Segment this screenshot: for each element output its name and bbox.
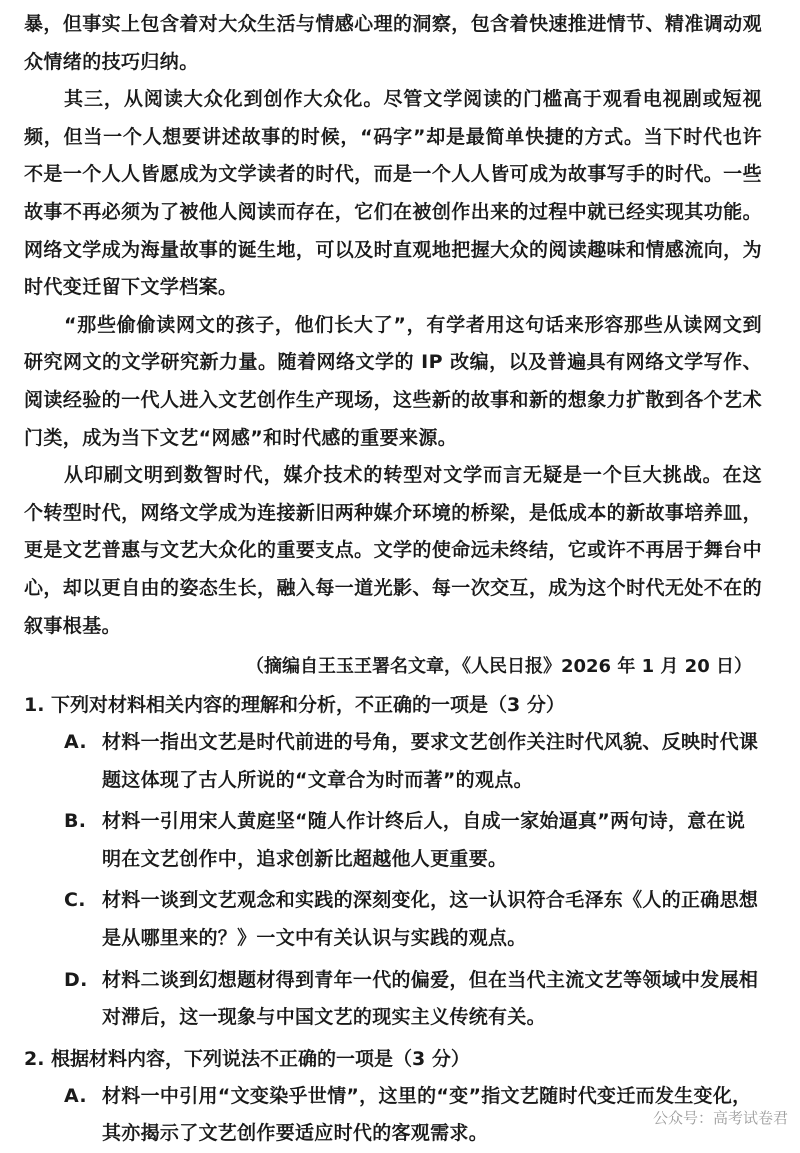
question-1-option-a bbox=[24, 724, 762, 799]
option-letter: D. bbox=[64, 968, 88, 991]
question-2-option-a bbox=[24, 1078, 762, 1153]
option-letter: C. bbox=[64, 889, 86, 912]
paragraph-2: 其三，从阅读大众化到创作大众化。尽管文学阅读的门槛高于观看电视剧或短视频，但当一个人想要讲述故事的时候，“码字”却是最简单快捷的方式。当下时代也许不是一个人人皆愿成为文学读者的时代，而是一个人人皆可成为故事写手的时代。一些故事不再必须为了被他人阅读而存在，它们在被创作出来的过程中就已经实现其功能。网络文学成为海量故事的诞生地，可以及时直观地把握大众的阅读趣味和情感流向，为时代变迁留下文学档案。 bbox=[24, 88, 762, 299]
question-1-option-c bbox=[24, 882, 762, 957]
source-citation: （摘编自王玉玊署名文章，《人民日报》2026 年 1 月 20 日） bbox=[245, 656, 752, 678]
option-letter: A. bbox=[64, 1084, 87, 1107]
question-1-option-d bbox=[24, 962, 762, 1037]
option-text: 材料二谈到幻想题材得到青年一代的偏爱，但在当代主流文艺等领域中发展相对滞后，这一现象与中国文艺的现实主义传统有关。 bbox=[102, 968, 759, 1029]
question-1-stem: 1. 下列对材料相关内容的理解和分析，不正确的一项是（3 分） bbox=[24, 694, 565, 717]
paragraph-3: “那些偷偷读网文的孩子，他们长大了”，有学者用这句话来形容那些从读网文到研究网文的文学研究新力量。随着网络文学的 IP 改编，以及普遍具有网络文学写作、阅读经验的一代人进入文艺创作生产现场，这些新的故事和新的想象力扩散到各个艺术门类，成为当下文艺“网感”和时代感的重要来源。 bbox=[24, 313, 762, 449]
option-text: 材料一谈到文艺观念和实践的深刻变化，这一认识符合毛泽东《人的正确思想是从哪里来的？》一文中有关认识与实践的观点。 bbox=[102, 889, 759, 950]
option-letter: A. bbox=[64, 731, 87, 754]
watermark-text: 公众号：高考试卷君 bbox=[652, 1109, 788, 1127]
paragraph-1: 暴，但事实上包含着对大众生活与情感心理的洞察，包含着快速推进情节、精准调动观众情绪的技巧归纳。 bbox=[24, 13, 762, 73]
paragraph-4: 从印刷文明到数智时代，媒介技术的转型对文学而言无疑是一个巨大挑战。在这个转型时代，网络文学成为连接新旧两种媒介环境的桥梁，是低成本的新故事培养皿，更是文艺普惠与文艺大众化的重要支点。文学的使命远未终结，它或许不再居于舞台中心，却以更自由的姿态生长，融入每一道光影、每一次交互，成为这个时代无处不在的叙事根基。 bbox=[24, 464, 762, 637]
option-letter: B. bbox=[64, 810, 87, 833]
option-text: 材料一中引用“文变染乎世情”，这里的“变”指文艺随时代变迁而发生变化，其亦揭示了文艺创作要适应时代的客观需求。 bbox=[102, 1084, 752, 1145]
option-text: 材料一指出文艺是时代前进的号角，要求文艺创作关注时代风貌、反映时代课题这体现了古人所说的“文章合为时而著”的观点。 bbox=[102, 731, 759, 791]
option-text: 材料一引用宋人黄庭坚“随人作计终后人，自成一家始逼真”两句诗，意在说明在文艺创作中，追求创新比超越他人更重要。 bbox=[102, 810, 746, 870]
question-2-stem: 2. 根据材料内容，下列说法不正确的一项是（3 分） bbox=[24, 1047, 470, 1070]
question-1-option-b bbox=[24, 803, 762, 878]
